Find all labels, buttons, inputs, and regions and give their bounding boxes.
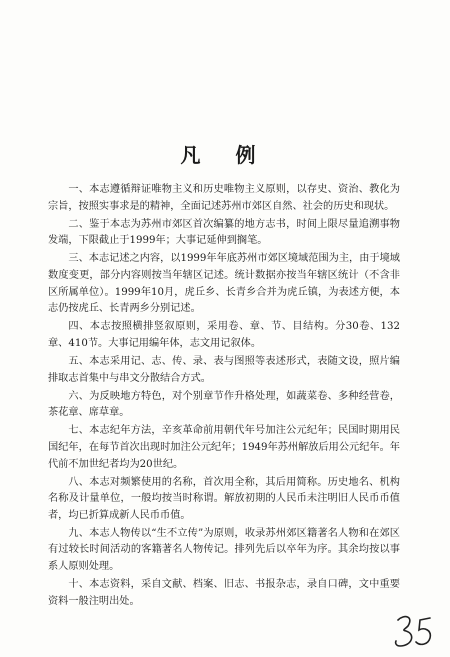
page-title: 凡 例 xyxy=(180,143,270,167)
paragraph-4: 四、本志按照横排竖叙原则，采用卷、章、节、目结构。分30卷、132章、410节。大事记用编年体，志文用记叙体。 xyxy=(48,321,400,349)
paragraph-9: 九、本志人物传以“生不立传”为原则，收录苏州郊区籍著名人物和在郊区有过较长时间活动的客籍著名人物传记。排列先后以卒年为序。其余均按以事系人原则处理。 xyxy=(48,527,400,573)
paragraph-8: 八、本志对频繁使用的名称，首次用全称，其后用简称。历史地名、机构名称及计量单位，一般均按当时称谓。解放初期的人民币未注明旧人民币币值者，均已折算成新人民币币值。 xyxy=(48,476,400,521)
paragraph-6: 六、为反映地方特色，对个别章节作升格处理，如蔬菜卷、多种经营卷，茶花章、席草章。 xyxy=(48,390,400,419)
paragraph-10: 十、本志资料，采自文献、档案、旧志、书报杂志，录自口碑，文中重要资料一般注明出处。 xyxy=(48,579,400,607)
handwritten-page-number xyxy=(392,612,436,652)
paragraph-2: 二、鉴于本志为苏州市郊区首次编纂的地方志书，时间上限尽量追溯事物发端，下限截止于1999年；大事记延伸到搁笔。 xyxy=(48,218,400,247)
paragraph-5: 五、本志采用记、志、传、录、表与图照等表述形式，表随文设，照片编排取志首集中与串文分散结合方式。 xyxy=(48,355,400,384)
paragraph-3: 三、本志记述之内容，以1999年年底苏州市郊区境域范围为主，由于境域数度变更，部分内容则按当年辖区记述。统计数据亦按当年辖区统计（不含非区所属单位）。1999年10月，虎丘乡、长青乡合并为虎丘镇，为表述方便，本志仍按虎丘、长青两乡分别记述。 xyxy=(48,253,400,315)
paragraph-1: 一、本志遵循辩证唯物主义和历史唯物主义原则，以存史、资治、教化为宗旨，按照实事求是的精神，全面记述苏州市郊区自然、社会的历史和现状。 xyxy=(48,184,400,212)
paragraph-7: 七、本志纪年方法，辛亥革命前用朝代年号加注公元纪年；民国时期用民国纪年，在每节首次出现时加注公元纪年；1949年苏州解放后用公元纪年。年代前不加世纪者均为20世纪。 xyxy=(48,425,400,470)
document-body xyxy=(48,182,400,612)
